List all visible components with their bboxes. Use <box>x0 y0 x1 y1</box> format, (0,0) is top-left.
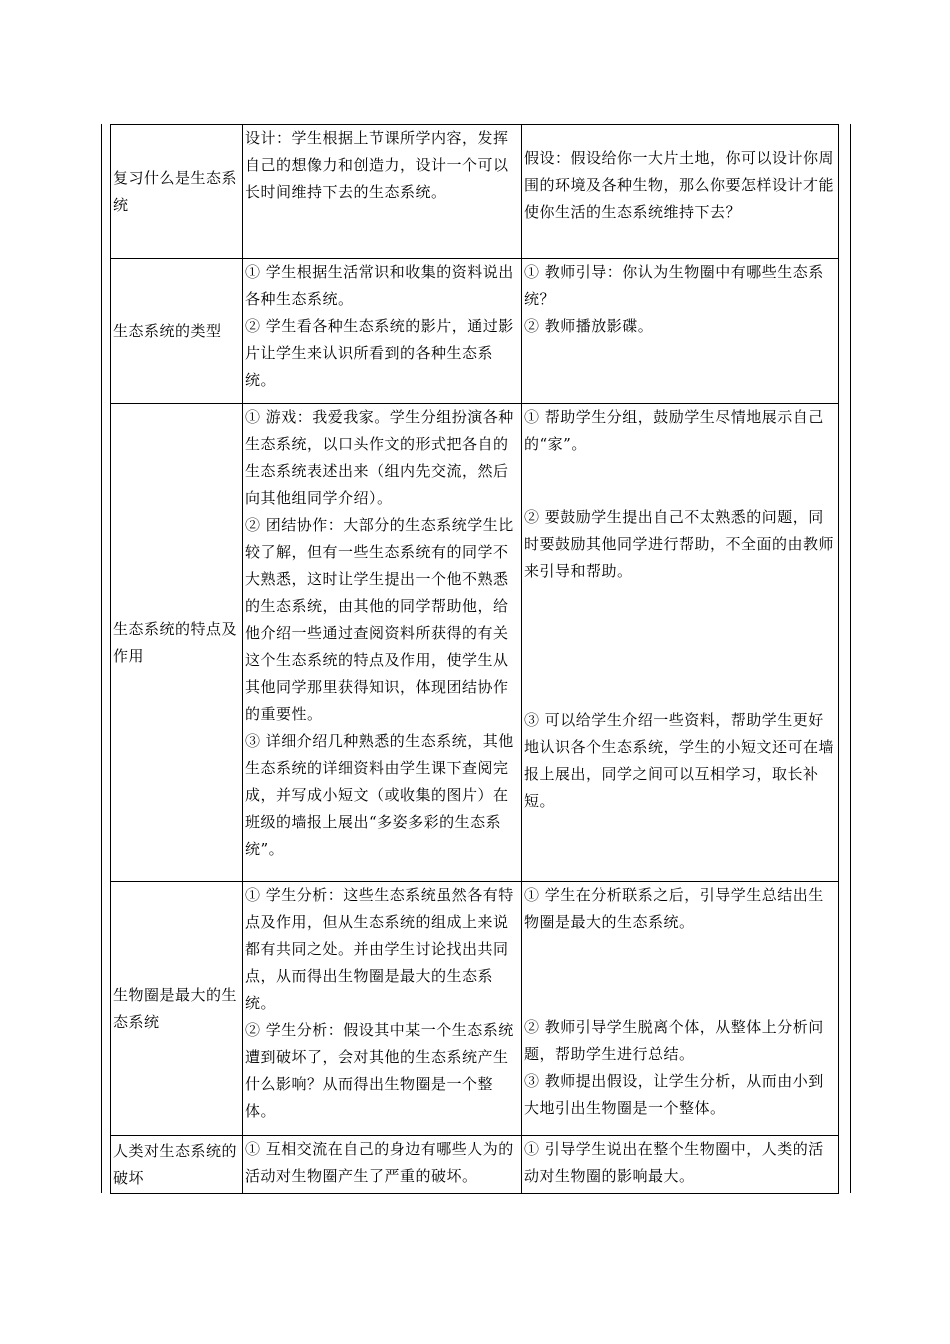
topic-cell: 生物圈是最大的生态系统 <box>111 882 243 1136</box>
student-activity-cell <box>243 1136 522 1194</box>
student-activity-cell <box>243 882 522 1136</box>
student-activity-text: ① 学生分析：这些生态系统虽然各有特点及作用，但从生态系统的组成上来说都有共同之处。并由学生讨论找出共同点，从而得出生物圈是最大的生态系统。 <box>245 886 514 1012</box>
student-activity-text: ① 互相交流在自己的身边有哪些人为的活动对生物圈产生了严重的破坏。 <box>245 1140 514 1185</box>
student-activity-text: ③ 详细介绍几种熟悉的生态系统，其他生态系统的详细资料由学生课下查阅完成，并写成小短文（或收集的图片）在班级的墙报上展出“多姿多彩的生态系统”。 <box>245 732 514 858</box>
teacher-activity-text: 假设：假设给你一大片土地，你可以设计你周围的环境及各种生物，那么你要怎样设计才能使你生活的生态系统维持下去？ <box>524 149 835 221</box>
student-activity-text: ② 学生分析：假设其中某一个生态系统遭到破坏了，会对其他的生态系统产生什么影响？从而得出生物圈是一个整体。 <box>245 1021 514 1120</box>
table-row <box>111 882 839 1136</box>
topic-cell: 人类对生态系统的破坏 <box>111 1136 243 1194</box>
student-activity-cell <box>243 125 522 259</box>
teacher-activity-cell <box>522 125 839 259</box>
teacher-activity-text: ① 帮助学生分组，鼓励学生尽情地展示自己的“家”。 <box>524 408 824 453</box>
table-row <box>111 1136 839 1194</box>
teacher-activity-cell <box>522 882 839 1136</box>
teacher-activity-text: ① 学生在分析联系之后，引导学生总结出生物圈是最大的生态系统。 <box>524 886 824 931</box>
teacher-activity-text: ① 教师引导：你认为生物圈中有哪些生态系统？ <box>524 263 824 308</box>
teacher-activity-text: ② 要鼓励学生提出自己不太熟悉的问题，同时要鼓励其他同学进行帮助，不全面的由教师来引导和帮助。 <box>524 508 835 580</box>
teacher-activity-text: ① 引导学生说出在整个生物圈中，人类的活动对生物圈的影响最大。 <box>524 1140 824 1185</box>
teacher-activity-text: ③ 可以给学生介绍一些资料，帮助学生更好地认识各个生态系统，学生的小短文还可在墙报上展出，同学之间可以互相学习，取长补短。 <box>524 711 835 810</box>
teacher-activity-cell <box>522 404 839 882</box>
table-row <box>111 259 839 404</box>
teacher-activity-text: ② 教师引导学生脱离个体，从整体上分析问题，帮助学生进行总结。 <box>524 1018 824 1063</box>
right-border-line <box>850 124 851 1193</box>
student-activity-text: ② 学生看各种生态系统的影片，通过影片让学生来认识所看到的各种生态系统。 <box>245 317 514 389</box>
student-activity-text: ② 团结协作：大部分的生态系统学生比较了解，但有一些生态系统有的同学不大熟悉，这时让学生提出一个他不熟悉的生态系统，由其他的同学帮助他，给他介绍一些通过查阅资料所获得的有关这个生态系统的特点及作用，使学生从其他同学那里获得知识，体现团结协作的重要性。 <box>245 516 514 723</box>
lesson-plan-table <box>110 124 839 1194</box>
table-row <box>111 125 839 259</box>
left-border-line <box>101 124 102 1193</box>
teacher-activity-text: ② 教师播放影碟。 <box>524 317 654 335</box>
topic-cell: 生态系统的特点及作用 <box>111 404 243 882</box>
student-activity-cell <box>243 259 522 404</box>
teacher-activity-text: ③ 教师提出假设，让学生分析，从而由小到大地引出生物圈是一个整体。 <box>524 1072 824 1117</box>
student-activity-text: ① 学生根据生活常识和收集的资料说出各种生态系统。 <box>245 263 514 308</box>
student-activity-text: ① 游戏：我爱我家。学生分组扮演各种生态系统，以口头作文的形式把各自的生态系统表述出来（组内先交流，然后向其他组同学介绍）。 <box>245 408 514 507</box>
topic-cell: 生态系统的类型 <box>111 259 243 404</box>
student-activity-cell <box>243 404 522 882</box>
table-row <box>111 404 839 882</box>
teacher-activity-cell <box>522 1136 839 1194</box>
student-activity-text: 设计：学生根据上节课所学内容，发挥自己的想像力和创造力，设计一个可以长时间维持下去的生态系统。 <box>245 129 509 201</box>
teacher-activity-cell <box>522 259 839 404</box>
topic-cell: 复习什么是生态系统 <box>111 125 243 259</box>
